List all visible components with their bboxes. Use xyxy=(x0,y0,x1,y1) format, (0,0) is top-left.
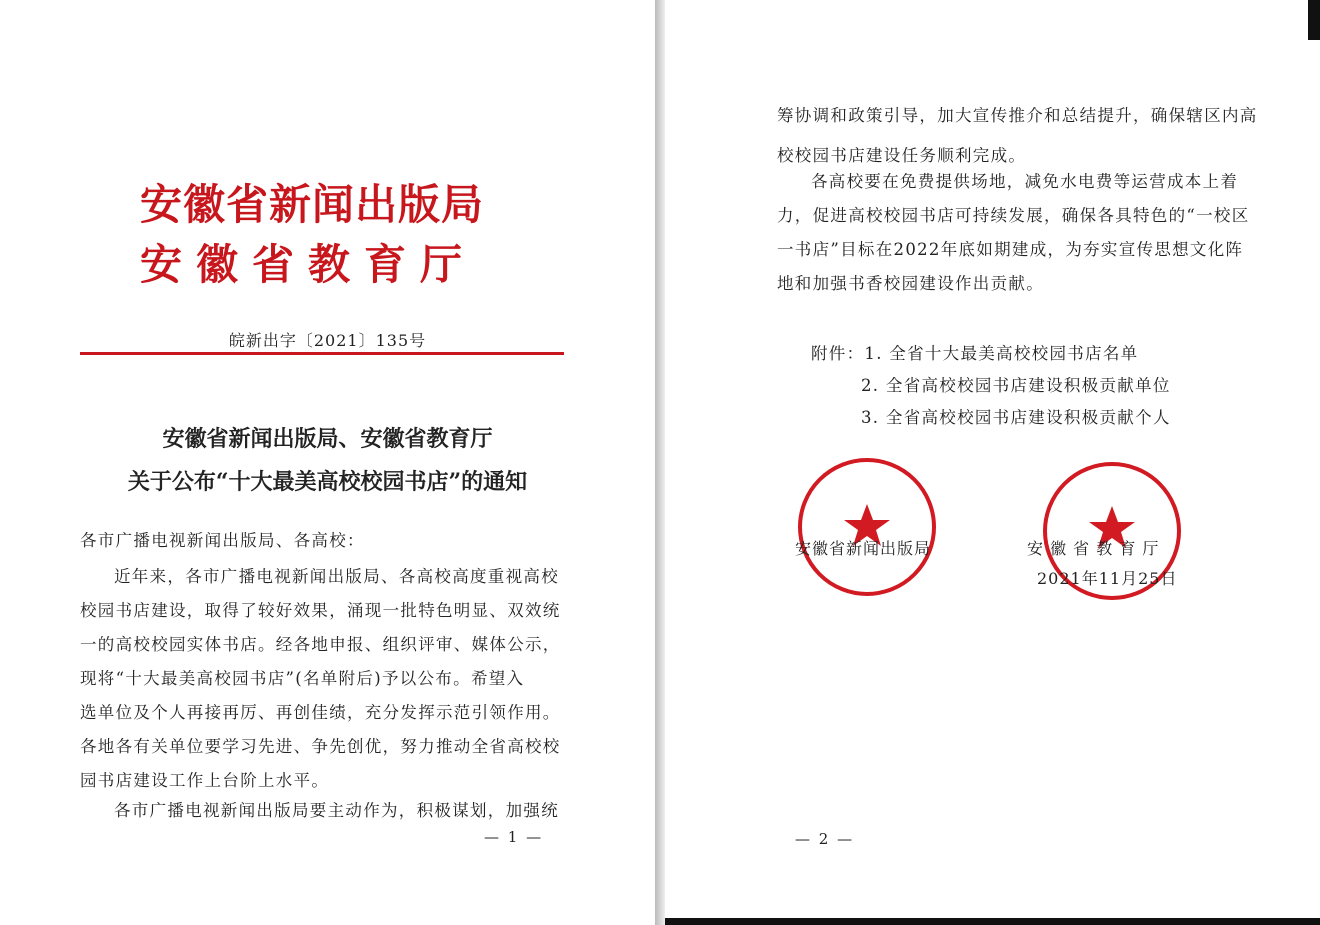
body-line: 各地各有关单位要学习先进、争先创优，努力推动全省高校校 xyxy=(80,737,561,756)
issue-date: 2021年11月25日 xyxy=(1037,569,1178,588)
issuer-name-2: 安徽省教育厅 xyxy=(140,240,477,289)
page-gutter xyxy=(655,0,665,925)
attachment-item-3: 3. 全省高校校园书店建设积极贡献个人 xyxy=(861,408,1171,427)
body-line: 各市广播电视新闻出版局要主动作为，积极谋划，加强统 xyxy=(114,801,559,820)
page-number: — 1 — xyxy=(484,828,544,846)
body-line: 园书店建设工作上台阶上水平。 xyxy=(80,771,330,790)
body-line: 校校园书店建设任务顺利完成。 xyxy=(777,146,1027,165)
signature-issuer-1: 安徽省新闻出版局 xyxy=(795,539,932,558)
notice-title-line-1: 安徽省新闻出版局、安徽省教育厅 xyxy=(162,426,493,452)
body-line: 力，促进高校校园书店可持续发展，确保各具特色的“一校区 xyxy=(777,206,1250,225)
issuer-name-1: 安徽省新闻出版局 xyxy=(140,180,485,229)
body-line: 筹协调和政策引导，加大宣传推介和总结提升，确保辖区内高 xyxy=(777,106,1258,125)
body-line: 校园书店建设，取得了较好效果，涌现一批特色明显、双效统 xyxy=(80,601,561,620)
salutation: 各市广播电视新闻出版局、各高校： xyxy=(80,531,365,550)
scan-edge-mark xyxy=(1308,0,1320,40)
attachment-item-2: 2. 全省高校校园书店建设积极贡献单位 xyxy=(861,376,1171,395)
page-number: — 2 — xyxy=(795,830,855,848)
body-line: 各高校要在免费提供场地，减免水电费等运营成本上着 xyxy=(811,172,1239,191)
seal-star-icon xyxy=(802,462,932,592)
scan-edge-mark xyxy=(665,918,1320,925)
document-number: 皖新出字〔2021〕135号 xyxy=(228,331,427,350)
official-seal-1 xyxy=(798,458,936,596)
attachment-item-1: 附件：1. 全省十大最美高校校园书店名单 xyxy=(811,344,1139,363)
red-divider-line xyxy=(80,352,564,355)
body-line: 选单位及个人再接再厉、再创佳绩，充分发挥示范引领作用。 xyxy=(80,703,561,722)
body-line: 一书店”目标在2022年底如期建成，为夯实宣传思想文化阵 xyxy=(777,240,1244,259)
body-line: 地和加强书香校园建设作出贡献。 xyxy=(777,274,1044,293)
document-page-2 xyxy=(665,0,1320,925)
body-line: 近年来，各市广播电视新闻出版局、各高校高度重视高校 xyxy=(114,567,559,586)
notice-title-line-2: 关于公布“十大最美高校校园书店”的通知 xyxy=(127,469,528,495)
signature-issuer-2: 安 徽 省 教 育 厅 xyxy=(1027,539,1160,558)
document-page-1 xyxy=(0,0,655,925)
body-line: 一的高校校园实体书店。经各地申报、组织评审、媒体公示， xyxy=(80,635,561,654)
body-line: 现将“十大最美高校园书店”(名单附后)予以公布。希望入 xyxy=(80,669,525,688)
